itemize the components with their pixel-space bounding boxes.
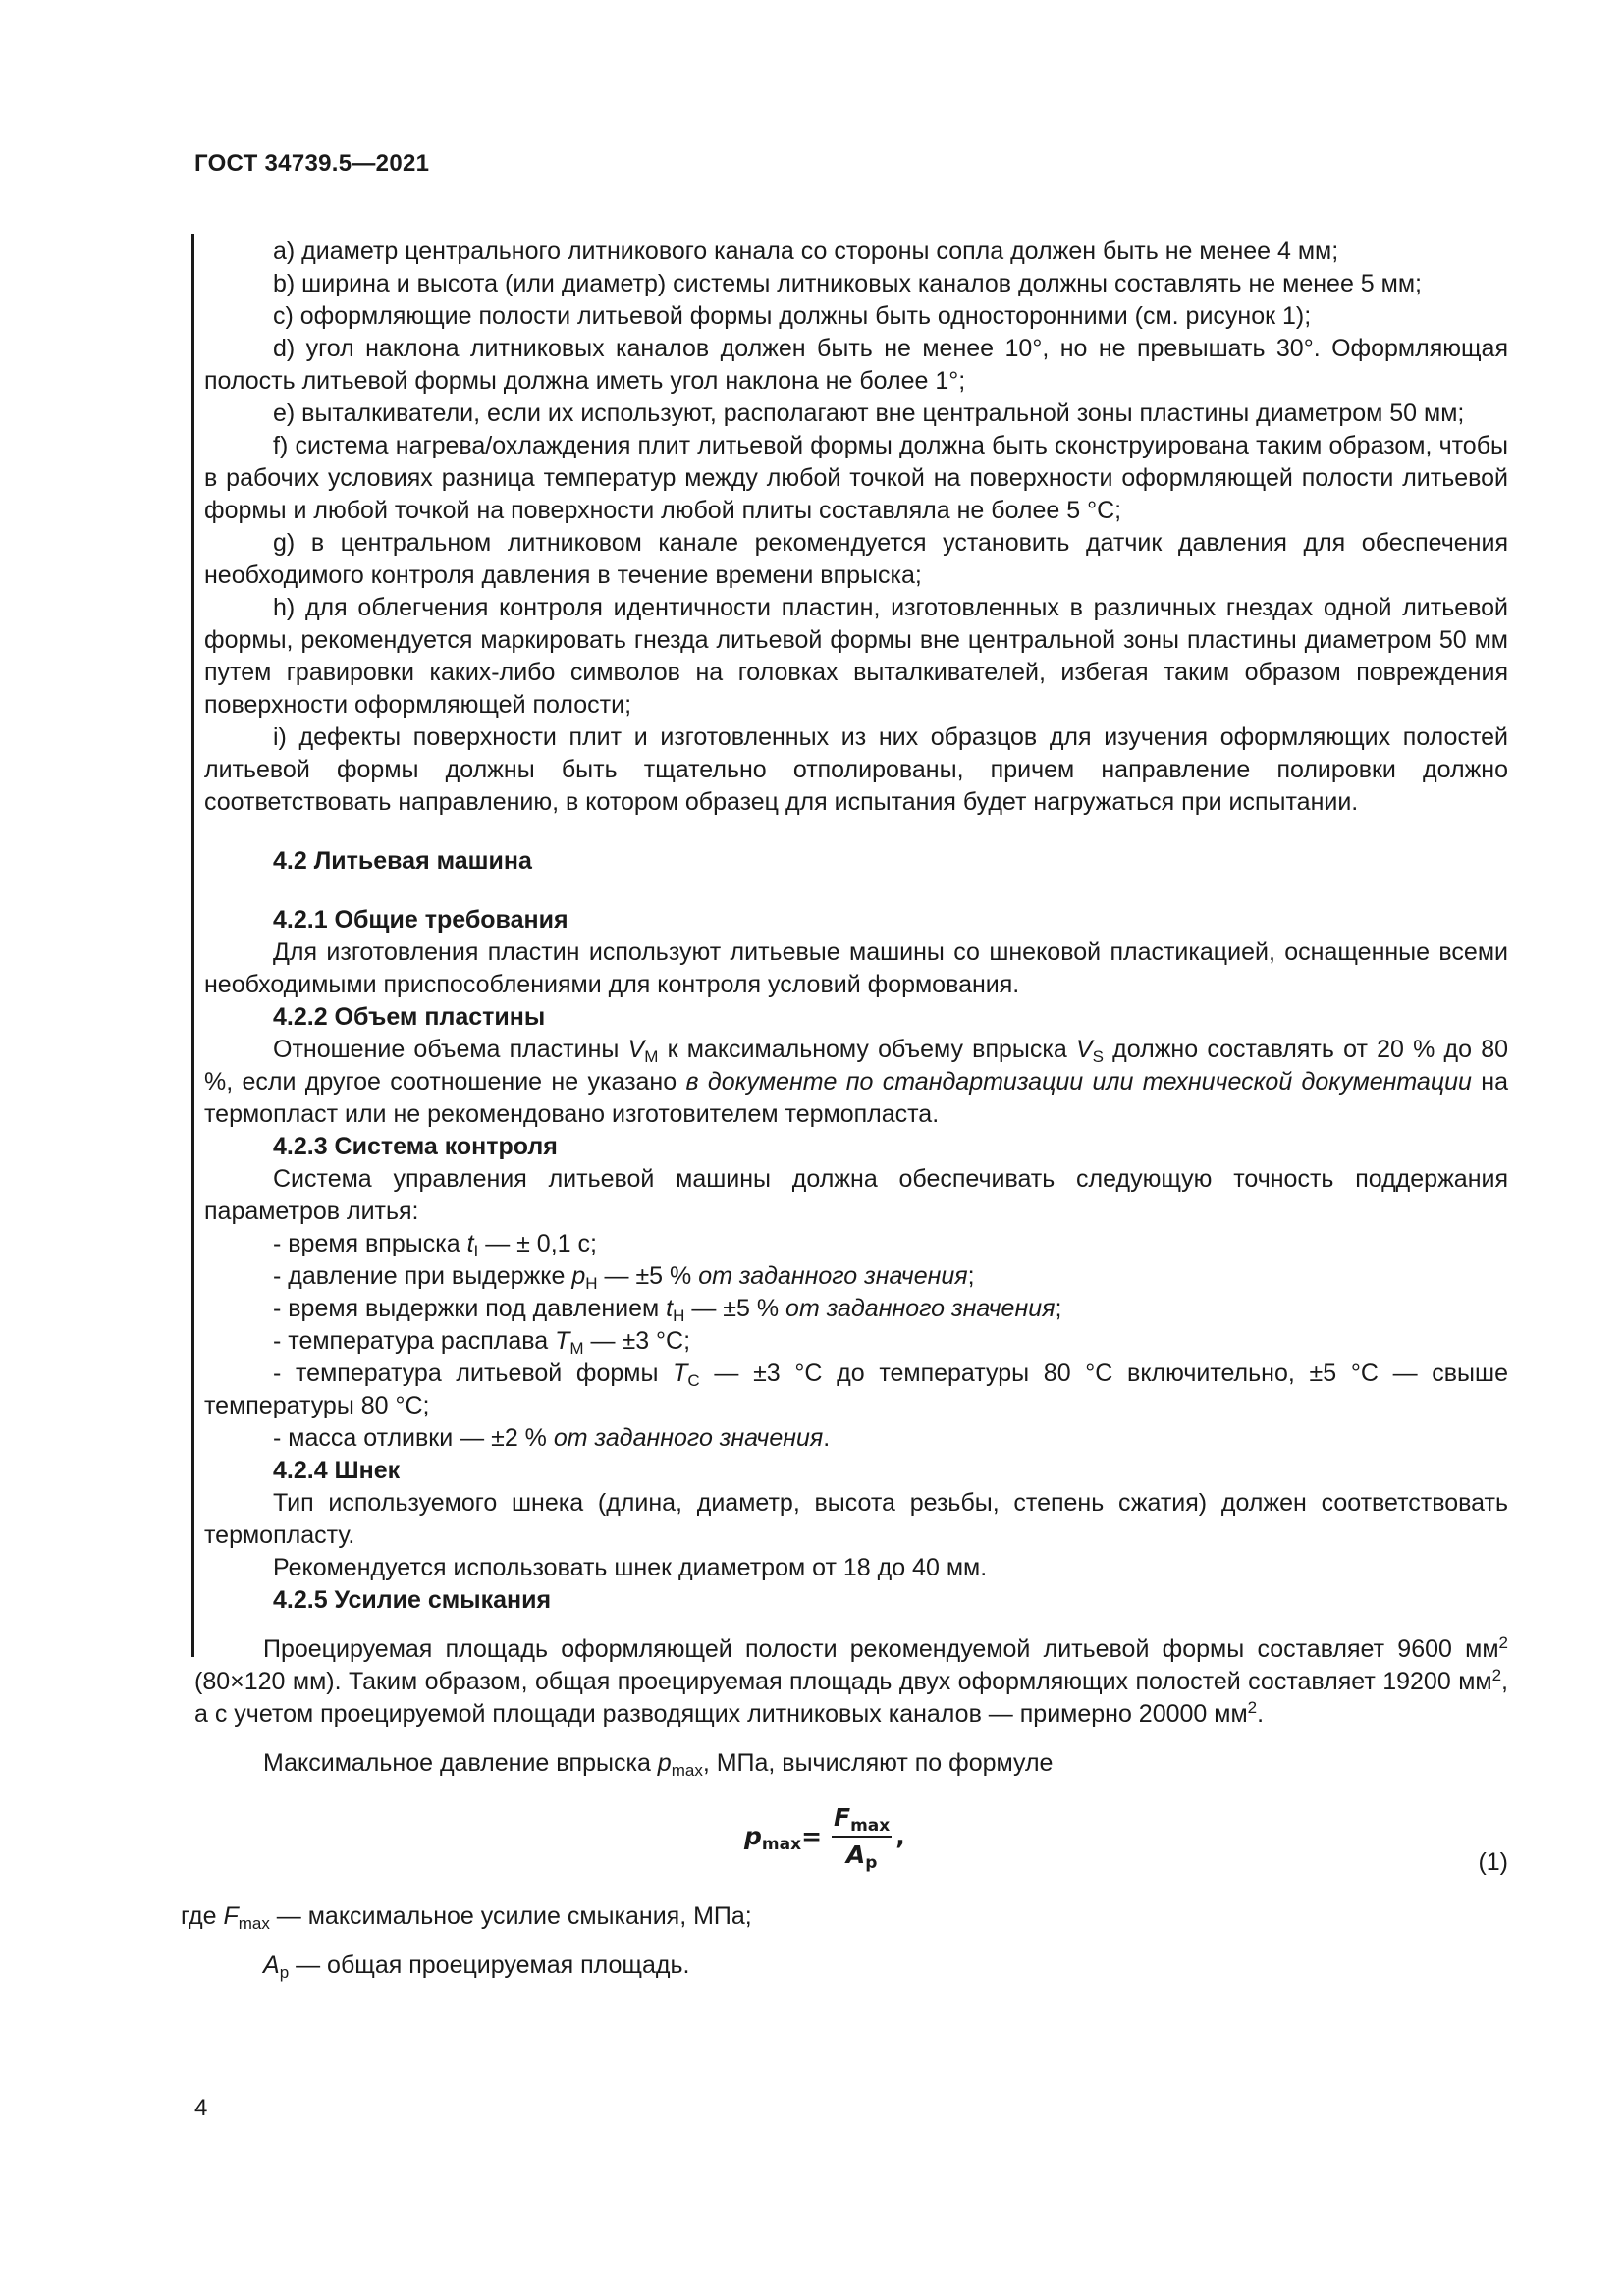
denominator <box>846 1838 878 1871</box>
section-heading-4-2: 4.2 Литьевая машина <box>273 847 532 875</box>
text: Максимальное давление впрыска <box>263 1749 658 1777</box>
variable: V <box>1075 1036 1093 1063</box>
list-item-g: g) в центральном литниковом канале рекомендуется установить датчик давления для обеспечения необходимого контроля давления в течение времени впрыска; <box>204 529 1508 589</box>
list-item-b: b) ширина и высота (или диаметр) системы литниковых каналов должны составлять не менее 5 мм; <box>273 270 1422 297</box>
subscript: max <box>671 1761 703 1780</box>
where-clause <box>181 1900 1508 1982</box>
text: - время выдержки под давлением <box>273 1295 667 1322</box>
text: - давление при выдержке <box>273 1262 572 1290</box>
text: Отношение объема пластины <box>273 1036 628 1063</box>
text: — максимальное усилие смыкания, МПа; <box>269 1902 752 1930</box>
variable: A <box>845 1841 866 1869</box>
list-item-melt-temperature <box>204 1325 1508 1358</box>
subscript: M <box>644 1047 659 1066</box>
where-line-f-max <box>181 1900 1508 1933</box>
paragraph-4-2-1: Для изготовления пластин используют литьевые машины со шнековой пластикацией, оснащенные всеми необходимыми приспособлениями для контроля условий формования. <box>204 938 1508 998</box>
text: где <box>181 1902 224 1930</box>
section-heading-4-2-4: 4.2.4 Шнек <box>273 1457 401 1484</box>
variable: V <box>627 1036 645 1063</box>
subscript: C <box>687 1371 700 1390</box>
text: . <box>823 1424 831 1452</box>
text: ; <box>967 1262 975 1290</box>
paragraph-4-2-3: Система управления литьевой машины должна обеспечивать следующую точность поддержания параметров литья: <box>204 1165 1508 1225</box>
subscript: max <box>850 1816 891 1836</box>
subscript: max <box>238 1914 270 1933</box>
variable: T <box>673 1360 688 1387</box>
section-heading-4-2-2: 4.2.2 Объем пластины <box>273 1003 546 1031</box>
variable: t <box>666 1295 674 1322</box>
subscript: p <box>865 1853 878 1873</box>
list-item-injection-time <box>204 1228 1508 1260</box>
italic-text: от заданного значения <box>785 1295 1056 1322</box>
where-line-a-p <box>194 1949 1508 1982</box>
numerator <box>832 1801 892 1838</box>
subscript: max <box>761 1835 802 1854</box>
equals-sign: = <box>801 1822 823 1850</box>
variable: t <box>466 1230 474 1257</box>
subscript: p <box>279 1963 290 1982</box>
text: к максимальному объему впрыска <box>658 1036 1076 1063</box>
list-item-i: i) дефекты поверхности плит и изготовленных из них образцов для изучения оформляющих полостей литьевой формы должны быть тщательно отполированы, причем направление полировки должно соответствовать направлению, в котором образец для испытания будет нагружаться при испытании. <box>204 723 1508 816</box>
page-number: 4 <box>194 2095 208 2121</box>
paragraph-4-2-4-b: Рекомендуется использовать шнек диаметром от 18 до 40 мм. <box>273 1554 988 1581</box>
list-item-h: h) для облегчения контроля идентичности пластин, изготовленных в различных гнездах одной литьевой формы, рекомендуется маркировать гнезда литьевой формы вне центральной зоны пластины диаметром 50 мм путем гравировки каких-либо символов на головках выталкивателей, избегая таким образом повреждения поверхности оформляющей полости; <box>204 594 1508 719</box>
fraction <box>832 1801 892 1871</box>
equation-number: (1) <box>1478 1848 1508 1876</box>
section-heading-4-2-5: 4.2.5 Усилие смыкания <box>273 1586 552 1614</box>
list-item-f: f) система нагрева/охлаждения плит литьевой формы должна быть сконструирована таким образом, чтобы в рабочих условиях разница температур между любой точкой на поверхности оформляющей полости литьевой формы и любой точкой на поверхности любой плиты составляла не более 5 °C; <box>204 432 1508 524</box>
text: — ±3 °C до температуры 80 °C включительно, ±5 °C — свыше температуры 80 °C; <box>204 1360 1508 1419</box>
text: — ± 0,1 с; <box>478 1230 597 1257</box>
text: - время впрыска <box>273 1230 467 1257</box>
text: на термопласт или не рекомендовано изготовителем термопласта. <box>204 1068 1509 1128</box>
subscript: H <box>673 1307 685 1325</box>
italic-text: от заданного значения <box>698 1262 968 1290</box>
text: должно составлять от 20 % до 80 %, если другое соотношение не указано <box>204 1036 1509 1095</box>
text: — ±5 % <box>597 1262 699 1290</box>
variable: F <box>834 1803 851 1832</box>
variable: A <box>263 1951 280 1979</box>
text: . <box>1257 1700 1265 1728</box>
text: - температура расплава <box>273 1327 556 1355</box>
italic-text: от заданного значения <box>553 1424 824 1452</box>
text: - температура литьевой формы <box>273 1360 674 1387</box>
superscript: 2 <box>1491 1666 1502 1684</box>
subscript: I <box>473 1242 479 1260</box>
list-item-e: e) выталкиватели, если их используют, располагают вне центральной зоны пластины диаметром 50 мм; <box>273 400 1465 427</box>
paragraph-4-2-5-b <box>194 1747 1508 1780</box>
superscript: 2 <box>1247 1698 1258 1717</box>
text: - масса отливки — ±2 % <box>273 1424 554 1452</box>
text: Проецируемая площадь оформляющей полости рекомендуемой литьевой формы составляет 9600 мм <box>263 1635 1499 1663</box>
formula <box>744 1801 905 1871</box>
italic-text: в документе по стандартизации или технической документации <box>685 1068 1472 1095</box>
subscript: H <box>585 1274 598 1293</box>
formula-lhs <box>744 1820 801 1852</box>
variable: p <box>571 1262 586 1290</box>
section-heading-4-2-3: 4.2.3 Система контроля <box>273 1133 558 1160</box>
subscript: S <box>1092 1047 1104 1066</box>
paragraph-4-2-2 <box>204 1034 1508 1131</box>
section-heading-4-2-1: 4.2.1 Общие требования <box>273 906 568 934</box>
change-bar <box>191 234 194 1657</box>
text: — ±5 % <box>684 1295 786 1322</box>
list-item-hold-pressure <box>204 1260 1508 1293</box>
paragraph-4-2-4-a: Тип используемого шнека (длина, диаметр, высота резьбы, степень сжатия) должен соответствовать термопласту. <box>204 1489 1508 1549</box>
list-item-d: d) угол наклона литниковых каналов должен быть не менее 10°, но не превышать 30°. Оформляющая полость литьевой формы должна иметь угол наклона не более 1°; <box>204 335 1508 395</box>
list-item-a: a) диаметр центрального литникового канала со стороны сопла должен быть не менее 4 мм; <box>273 238 1339 265</box>
page-content <box>181 236 1509 1982</box>
list-item-hold-time <box>204 1293 1508 1325</box>
paragraph-4-2-5-a <box>194 1633 1508 1731</box>
variable: p <box>744 1822 762 1850</box>
document-header: ГОСТ 34739.5—2021 <box>194 150 430 177</box>
variable: F <box>223 1902 239 1930</box>
text: , а с учетом проецируемой площади разводящих литниковых каналов — примерно 20000 мм <box>194 1668 1508 1728</box>
text: , МПа, вычисляют по формуле <box>702 1749 1054 1777</box>
list-item-mold-temperature <box>204 1358 1508 1422</box>
text: — ±3 °C; <box>583 1327 691 1355</box>
formula-comma: , <box>895 1822 905 1850</box>
list-item-shot-mass <box>204 1422 1508 1455</box>
text: (80×120 мм). Таким образом, общая проецируемая площадь двух оформляющих полостей составляет 19200 мм <box>194 1668 1492 1695</box>
section-4-2-5-body <box>181 1633 1508 1982</box>
variable: p <box>657 1749 672 1777</box>
list-item-c: c) оформляющие полости литьевой формы должны быть односторонними (см. рисунок 1); <box>273 302 1312 330</box>
superscript: 2 <box>1498 1633 1508 1652</box>
formula-block <box>194 1797 1508 1884</box>
variable: T <box>555 1327 570 1355</box>
subscript: M <box>569 1339 584 1358</box>
text: — общая проецируемая площадь. <box>289 1951 690 1979</box>
text: ; <box>1055 1295 1062 1322</box>
